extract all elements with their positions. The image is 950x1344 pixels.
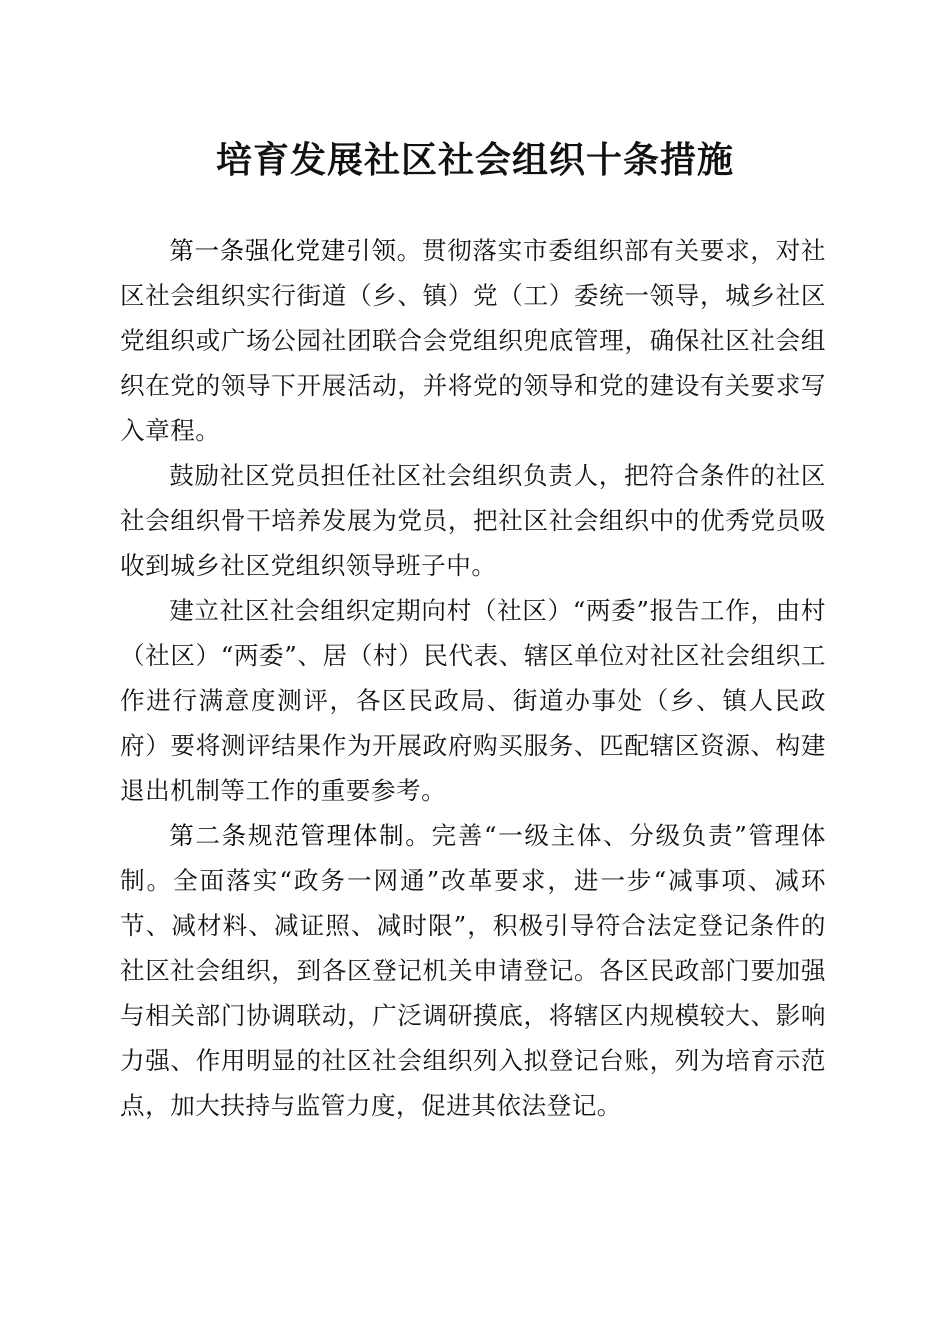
article-heading: 第一条强化党建引领。: [169, 236, 422, 265]
paragraph-party-members: [120, 453, 826, 588]
article-heading: 第二条规范管理体制。: [169, 821, 432, 850]
paragraph-reporting: [120, 588, 826, 813]
document-body: [120, 228, 826, 1128]
paragraph-text: 贯彻落实市委组织部有关要求，对社区社会组织实行街道（乡、镇）党（工）委统一领导，城乡社区党组织或广场公园社团联合会党组织兜底管理，确保社区社会组织在党的领导下开展活动，并将党的领导和党的建设有关要求写入章程。: [120, 236, 826, 445]
paragraph-text: 鼓励社区党员担任社区社会组织负责人，把符合条件的社区社会组织骨干培养发展为党员，把社区社会组织中的优秀党员吸收到城乡社区党组织领导班子中。: [120, 461, 826, 580]
paragraph-text: 完善“一级主体、分级负责”管理体制。全面落实“政务一网通”改革要求，进一步“减事项、减环节、减材料、减证照、减时限”，积极引导符合法定登记条件的社区社会组织，到各区登记机关申请登记。各区民政部门要加强与相关部门协调联动，广泛调研摸底，将辖区内规模较大、影响力强、作用明显的社区社会组织列入拟登记台账，列为培育示范点，加大扶持与监管力度，促进其依法登记。: [120, 821, 826, 1120]
paragraph-text: 建立社区社会组织定期向村（社区）“两委”报告工作，由村（社区）“两委”、居（村）民代表、辖区单位对社区社会组织工作进行满意度测评，各区民政局、街道办事处（乡、镇人民政府）要将测评结果作为开展政府购买服务、匹配辖区资源、构建退出机制等工作的重要参考。: [120, 596, 826, 805]
document-title: 培育发展社区社会组织十条措施: [215, 139, 734, 181]
paragraph-article-2: [120, 813, 826, 1128]
paragraph-article-1: [120, 228, 826, 453]
